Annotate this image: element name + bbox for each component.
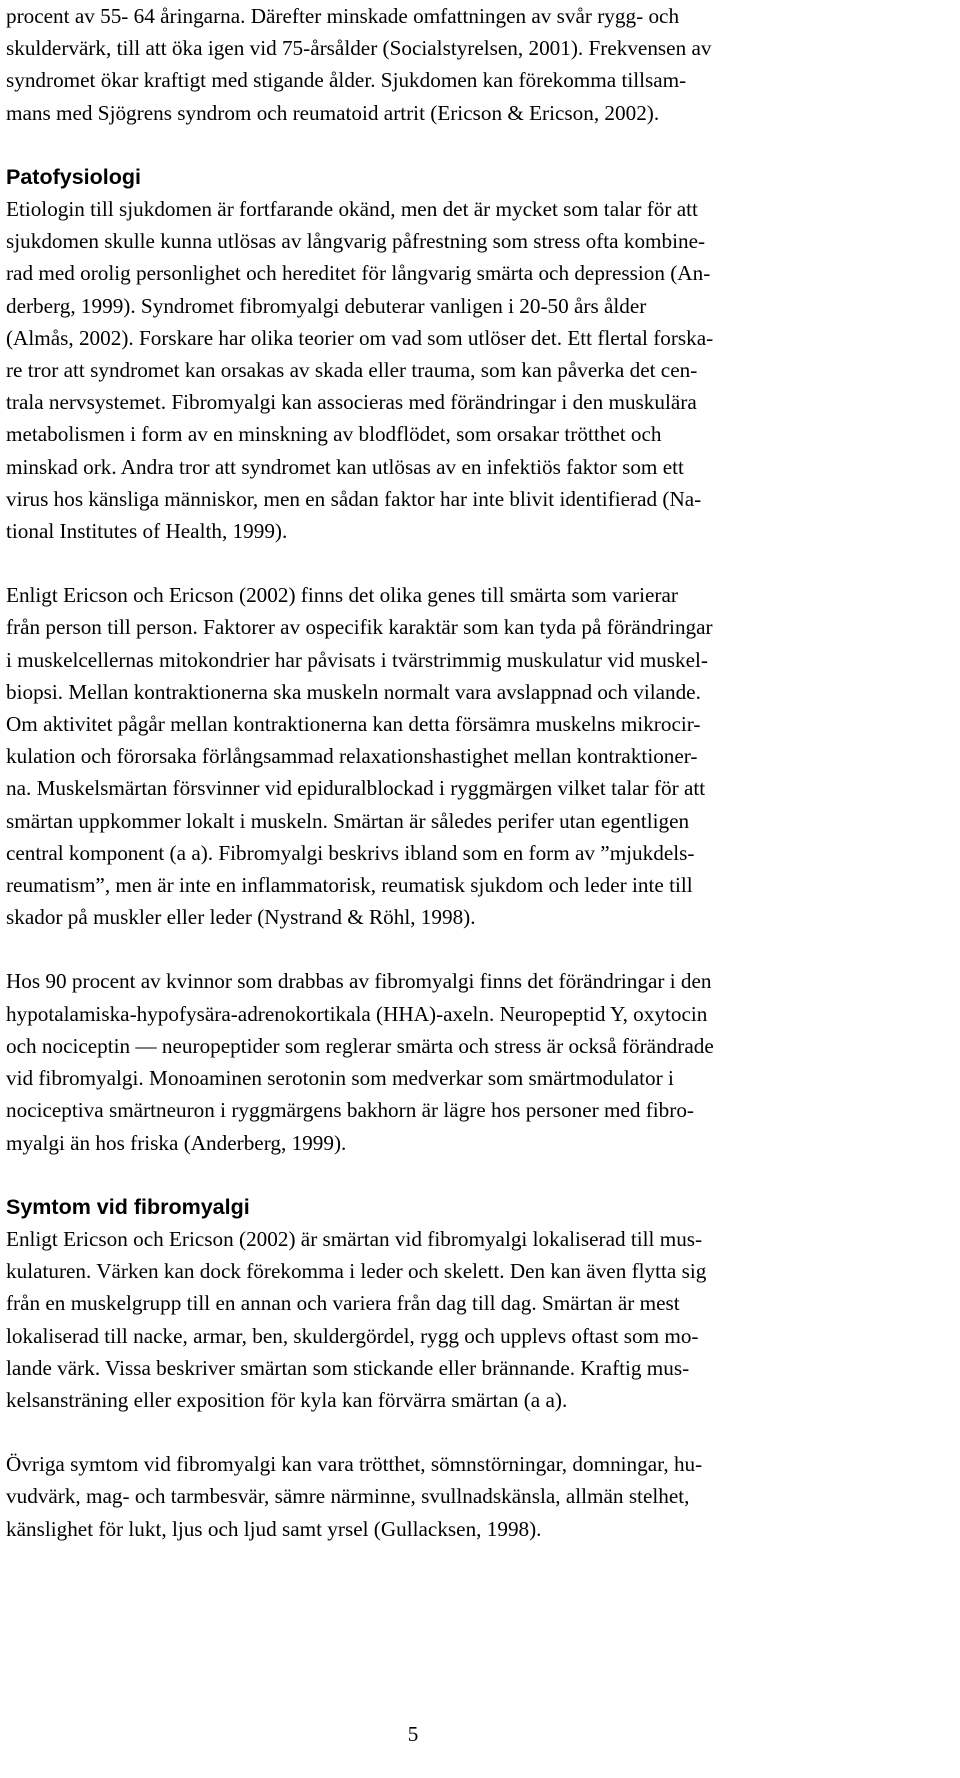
text-line: Etiologin till sjukdomen är fortfarande okänd, men det är mycket som talar för att: [6, 197, 698, 222]
text-line: metabolismen i form av en minskning av blodflödet, som orsakar trötthet och: [6, 422, 662, 447]
text-line: kelsansträning eller exposition för kyla kan förvärra smärtan (a a).: [6, 1387, 568, 1412]
text-line: na. Muskelsmärtan försvinner vid epiduralblockad i ryggmärgen vilket talar för att: [6, 776, 706, 801]
text-line: (Almås, 2002). Forskare har olika teorier om vad som utlöser det. Ett flertal forska-: [6, 325, 714, 350]
text-line: vid fibromyalgi. Monoaminen serotonin som medverkar som smärtmodulator i: [6, 1066, 674, 1091]
text-line: och nociceptin — neuropeptider som reglerar smärta och stress är också förändrade: [6, 1033, 714, 1058]
text-line: reumatism”, men är inte en inflammatorisk, reumatisk sjukdom och leder inte till: [6, 873, 693, 898]
text-line: från en muskelgrupp till en annan och variera från dag till dag. Smärtan är mest: [6, 1291, 680, 1316]
document-page: [6, 0, 954, 1545]
text-line: re tror att syndromet kan orsakas av skada eller trauma, som kan påverka det cen-: [6, 358, 698, 383]
paragraph-spacer: [6, 547, 954, 579]
patofysiologi-paragraph-2: [6, 579, 954, 933]
text-line: tional Institutes of Health, 1999).: [6, 519, 288, 544]
text-line: Hos 90 procent av kvinnor som drabbas av fibromyalgi finns det förändringar i den: [6, 969, 712, 994]
paragraph-spacer: [6, 1416, 954, 1448]
text-line: rad med orolig personlighet och hereditet för långvarig smärta och depression (An-: [6, 261, 711, 286]
text-line: Enligt Ericson och Ericson (2002) finns det olika genes till smärta som varierar: [6, 583, 678, 608]
text-line: derberg, 1999). Syndromet fibromyalgi debuterar vanligen i 20-50 års ålder: [6, 293, 647, 318]
text-line: skuldervärk, till att öka igen vid 75-årsålder (Socialstyrelsen, 2001). Frekvensen av: [6, 36, 712, 61]
text-line: känslighet för lukt, ljus och ljud samt yrsel (Gullacksen, 1998).: [6, 1516, 542, 1541]
text-line: sjukdomen skulle kunna utlösas av långvarig påfrestning som stress ofta kombine-: [6, 229, 706, 254]
text-line: kulaturen. Värken kan dock förekomma i leder och skelett. Den kan även flytta sig: [6, 1259, 707, 1284]
text-line: hypotalamiska-hypofysära-adrenokortikala (HHA)-axeln. Neuropeptid Y, oxytocin: [6, 1001, 708, 1026]
paragraph-spacer: [6, 933, 954, 965]
patofysiologi-paragraph-1: [6, 193, 954, 547]
text-line: Enligt Ericson och Ericson (2002) är smärtan vid fibromyalgi lokaliserad till mus-: [6, 1226, 703, 1251]
page-number: [0, 1722, 960, 1747]
text-line: lande värk. Vissa beskriver smärtan som stickande eller brännande. Kraftig mus-: [6, 1355, 690, 1380]
text-line: minskad ork. Andra tror att syndromet kan utlösas av en infektiös faktor som ett: [6, 454, 684, 479]
text-line: lokaliserad till nacke, armar, ben, skuldergördel, rygg och upplevs oftast som mo-: [6, 1323, 699, 1348]
paragraph-spacer: [6, 129, 954, 161]
text-line: syndromet ökar kraftigt med stigande ålder. Sjukdomen kan förekomma tillsam-: [6, 68, 687, 93]
symtom-paragraph-1: [6, 1223, 954, 1416]
patofysiologi-paragraph-3: [6, 965, 954, 1158]
text-line: smärtan uppkommer lokalt i muskeln. Smärtan är således perifer utan egentligen: [6, 808, 690, 833]
text-line: myalgi än hos friska (Anderberg, 1999).: [6, 1130, 347, 1155]
text-line: central komponent (a a). Fibromyalgi beskrivs ibland som en form av ”mjukdels-: [6, 840, 695, 865]
text-line: trala nervsystemet. Fibromyalgi kan associeras med förändringar i den muskulära: [6, 390, 697, 415]
text-line: Om aktivitet pågår mellan kontraktionerna kan detta försämra muskelns mikrocir-: [6, 712, 701, 737]
text-line: i muskelcellernas mitokondrier har påvisats i tvärstrimmig muskulatur vid muskel-: [6, 647, 708, 672]
text-line: skador på muskler eller leder (Nystrand & Röhl, 1998).: [6, 905, 476, 930]
text-line: mans med Sjögrens syndrom och reumatoid artrit (Ericson & Ericson, 2002).: [6, 100, 660, 125]
section-heading-symtom: Symtom vid fibromyalgi: [6, 1194, 250, 1219]
text-line: biopsi. Mellan kontraktionerna ska muskeln normalt vara avslappnad och vilande.: [6, 679, 701, 704]
page-number-text: 5: [407, 1722, 419, 1746]
text-line: virus hos känsliga människor, men en sådan faktor har inte blivit identifierad (Na-: [6, 486, 702, 511]
text-line: Övriga symtom vid fibromyalgi kan vara trötthet, sömnstörningar, domningar, hu-: [6, 1452, 703, 1477]
text-line: procent av 55- 64 åringarna. Därefter minskade omfattningen av svår rygg- och: [6, 4, 680, 28]
text-line: kulation och förorsaka förlångsammad relaxationshastighet mellan kontraktioner-: [6, 744, 698, 769]
symtom-paragraph-2: [6, 1448, 954, 1545]
paragraph-spacer: [6, 1159, 954, 1191]
section-heading-patofysiologi: Patofysiologi: [6, 164, 141, 189]
text-line: nociceptiva smärtneuron i ryggmärgens bakhorn är lägre hos personer med fibro-: [6, 1098, 694, 1123]
text-line: vudvärk, mag- och tarmbesvär, sämre närminne, svullnadskänsla, allmän stelhet,: [6, 1484, 690, 1509]
intro-paragraph: [6, 0, 954, 129]
text-line: från person till person. Faktorer av ospecifik karaktär som kan tyda på förändringar: [6, 615, 713, 640]
